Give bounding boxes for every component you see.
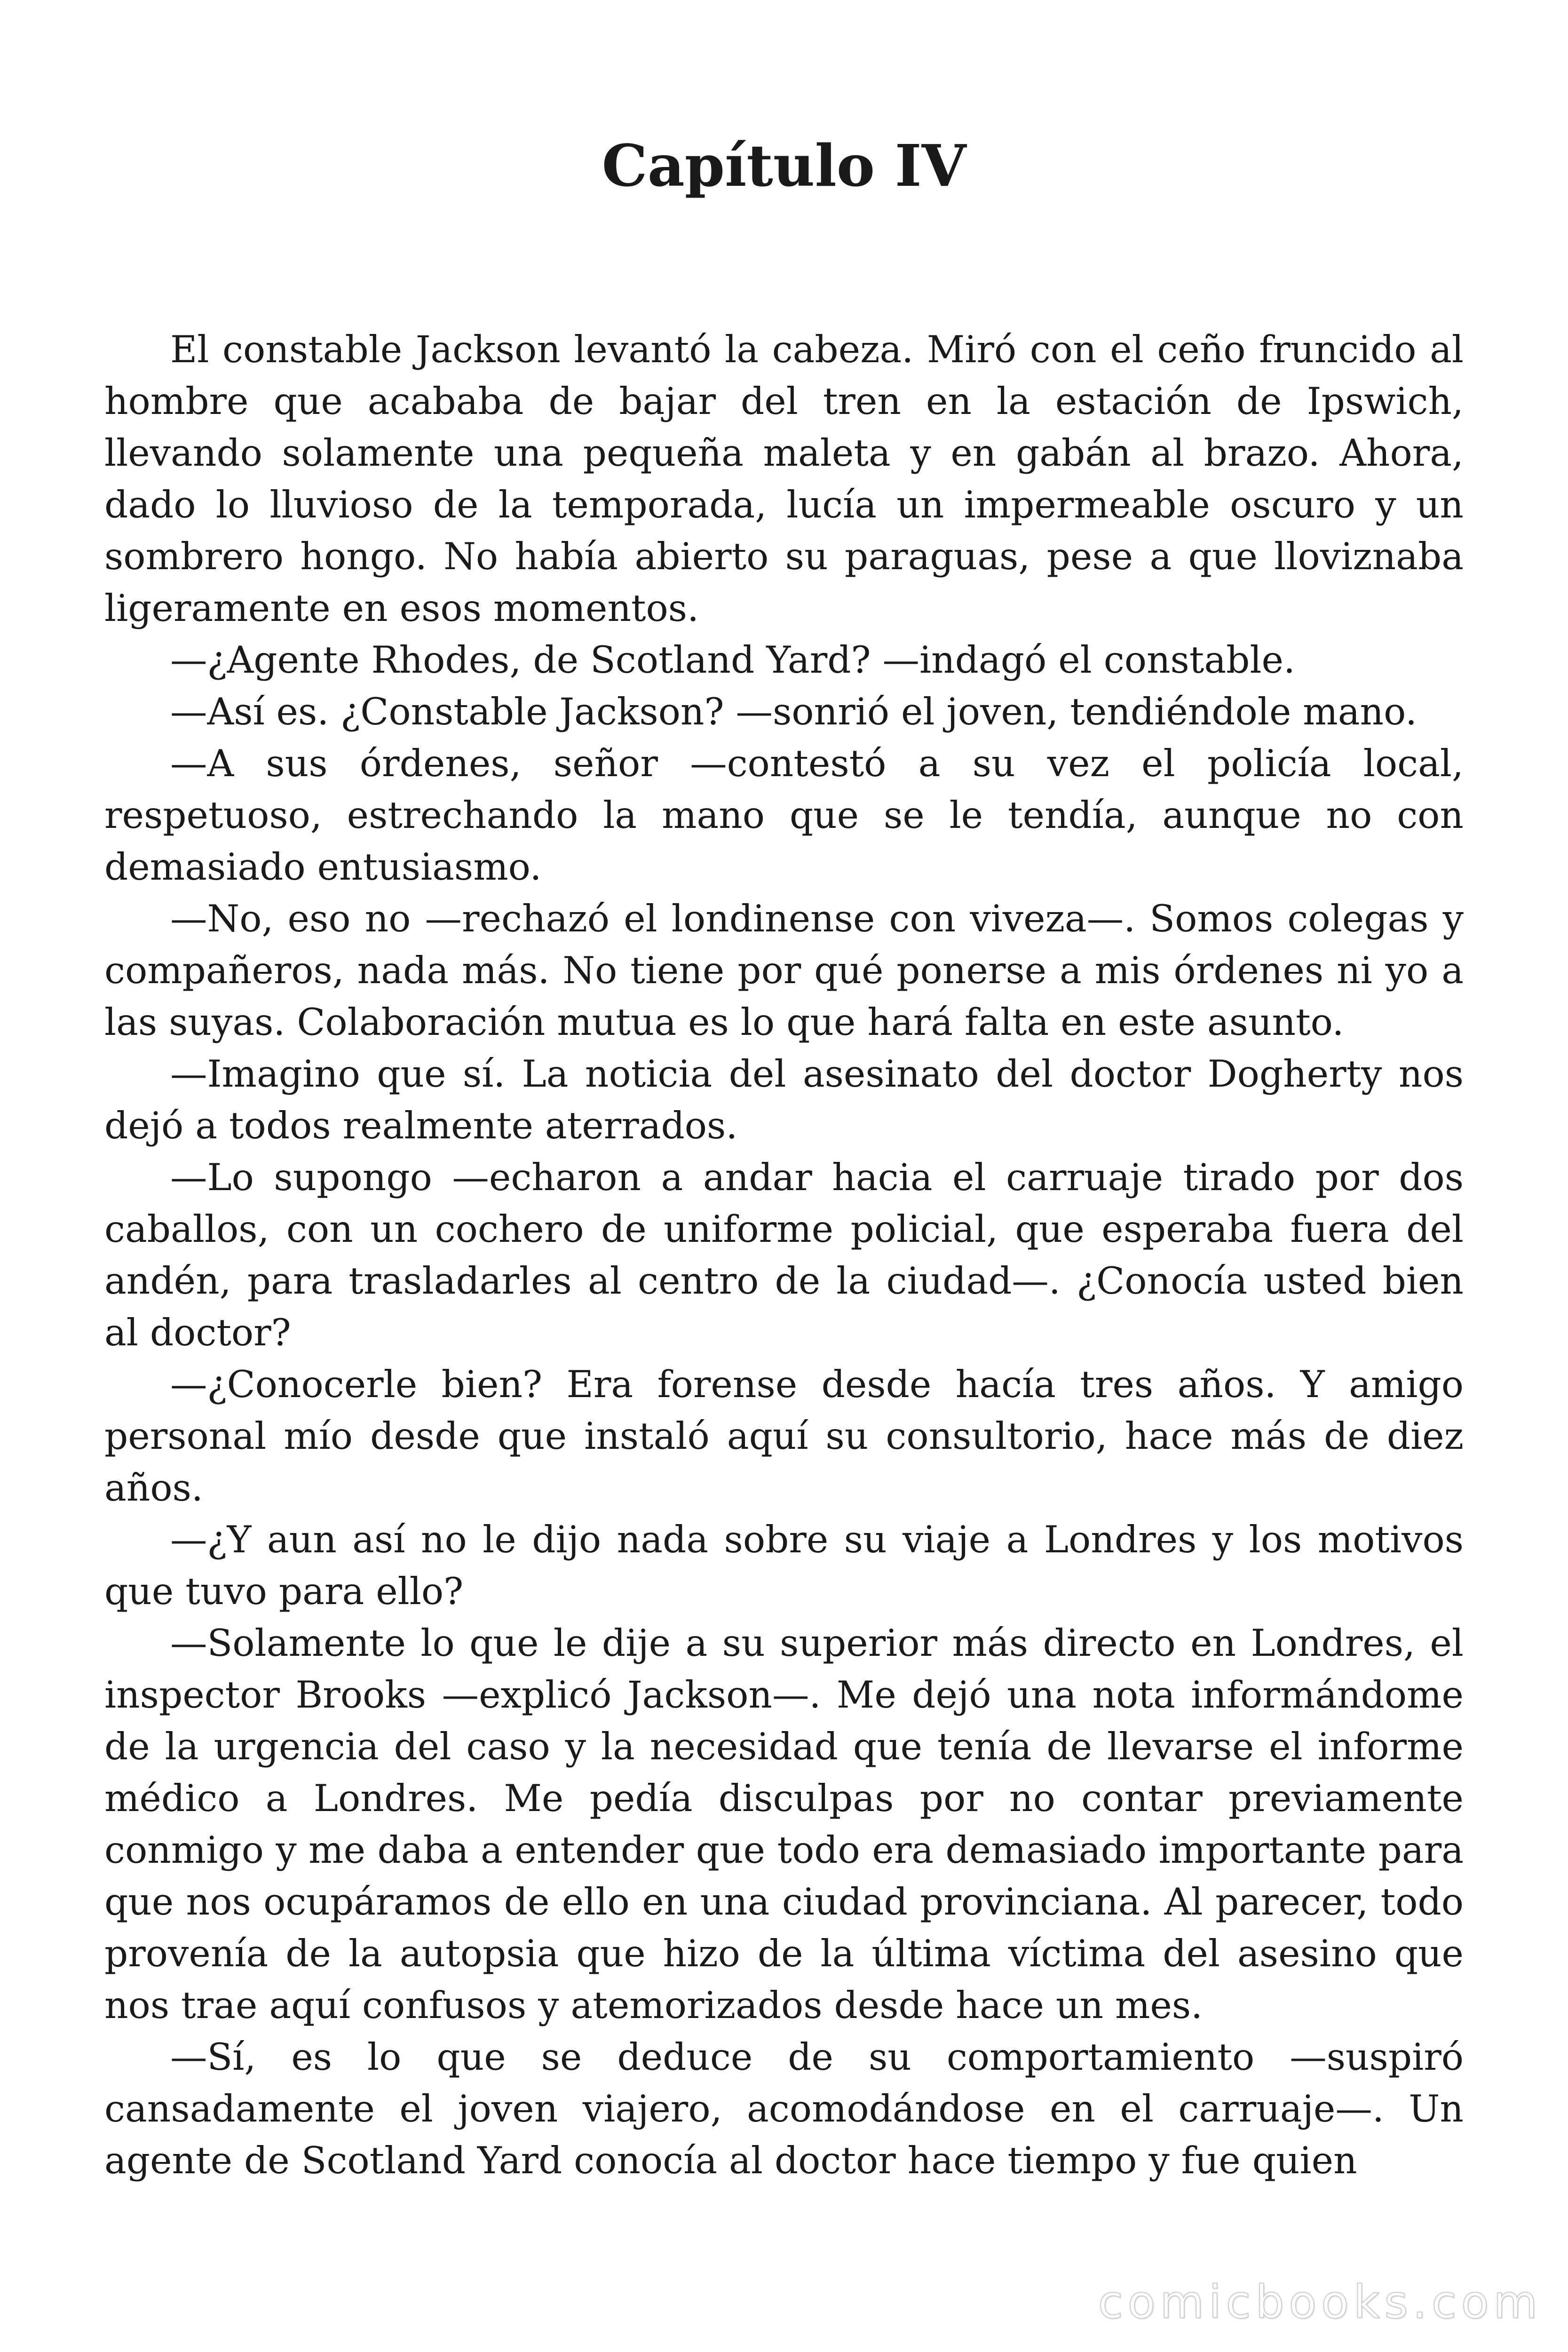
paragraph: El constable Jackson levantó la cabeza. Miró con el ceño fruncido al hombre que acababa de bajar del tren en la estación de Ipswich, llevando solamente una pequeña maleta y en gabán al brazo. Ahora, dado lo lluvioso de la temporada, lucía un impermeable oscuro y un sombrero hongo. No había abierto su paraguas, pese a que lloviznaba ligeramente en esos momentos. bbox=[104, 328, 1464, 630]
watermark: comicbooks.com bbox=[1098, 2276, 1542, 2328]
paragraph: —Sí, es lo que se deduce de su comportamiento —suspiró cansadamente el joven viajero, acomodándose en el carruaje—. Un agente de Scotland Yard conocía al doctor hace tiempo y fue quien bbox=[104, 2035, 1464, 2182]
paragraph: —A sus órdenes, señor —contestó a su vez el policía local, respetuoso, estrechando la mano que se le tendía, aunque no con demasiado entusiasmo. bbox=[104, 742, 1464, 889]
chapter-body bbox=[104, 324, 1464, 2186]
chapter-title: Capítulo IV bbox=[602, 132, 966, 199]
paragraph: —¿Y aun así no le dijo nada sobre su viaje a Londres y los motivos que tuvo para ello? bbox=[104, 1518, 1464, 1613]
book-page bbox=[104, 0, 1464, 2352]
paragraph: —No, eso no —rechazó el londinense con viveza—. Somos colegas y compañeros, nada más. No tiene por qué ponerse a mis órdenes ni yo a las suyas. Colaboración mutua es lo que hará falta en este asunto. bbox=[104, 897, 1464, 1044]
paragraph: —Solamente lo que le dije a su superior más directo en Londres, el inspector Brooks —explicó Jackson—. Me dejó una nota informándome de la urgencia del caso y la necesidad que tenía de llevarse el informe médico a Londres. Me pedía disculpas por no contar previamente conmigo y me daba a entender que todo era demasiado importante para que nos ocupáramos de ello en una ciudad provinciana. Al parecer, todo provenía de la autopsia que hizo de la última víctima del asesino que nos trae aquí confusos y atemorizados desde hace un mes. bbox=[104, 1621, 1464, 2027]
paragraph: —Imagino que sí. La noticia del asesinato del doctor Dogherty nos dejó a todos realmente aterrados. bbox=[104, 1052, 1464, 1147]
paragraph: —¿Conocerle bien? Era forense desde hacía tres años. Y amigo personal mío desde que instaló aquí su consultorio, hace más de diez años. bbox=[104, 1363, 1464, 1510]
paragraph: —¿Agente Rhodes, de Scotland Yard? —indagó el constable. bbox=[170, 638, 1295, 682]
paragraph: —Lo supongo —echaron a andar hacia el carruaje tirado por dos caballos, con un cochero de uniforme policial, que esperaba fuera del andén, para trasladarles al centro de la ciudad—. ¿Conocía usted bien al doctor? bbox=[104, 1156, 1464, 1354]
paragraph: —Así es. ¿Constable Jackson? —sonrió el joven, tendiéndole mano. bbox=[170, 690, 1417, 733]
